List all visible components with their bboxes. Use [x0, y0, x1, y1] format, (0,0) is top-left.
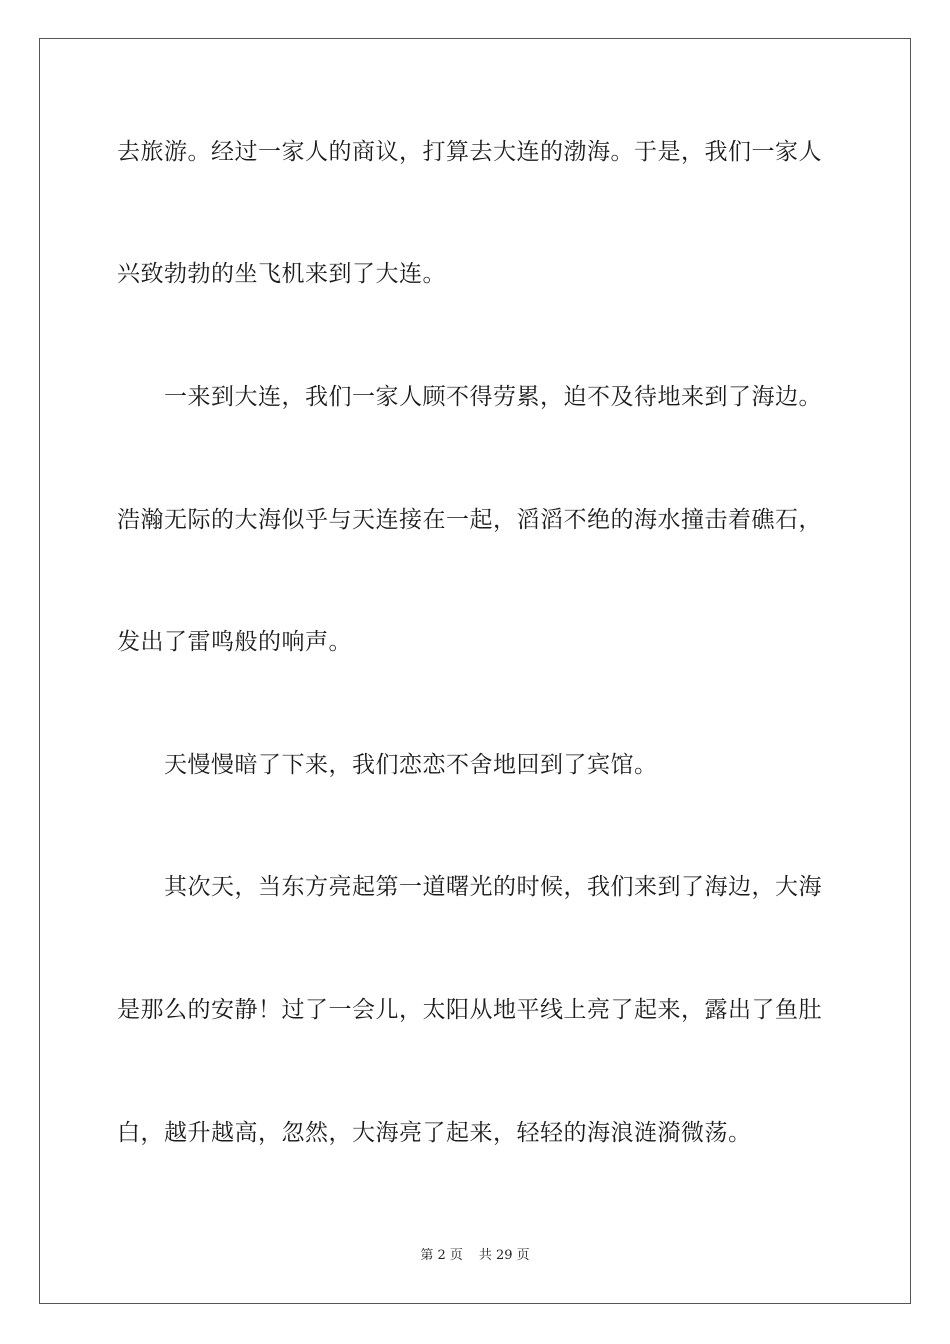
text-line: 是那么的安静！过了一会儿，太阳从地平线上亮了起来，露出了鱼肚 — [117, 997, 822, 1023]
text-line: 白，越升越高，忽然，大海亮了起来，轻轻的海浪涟漪微荡。 — [117, 1120, 752, 1146]
text-line: 发出了雷鸣般的响声。 — [117, 629, 352, 655]
text-line: 天慢慢暗了下来，我们恋恋不舍地回到了宾馆。 — [164, 752, 658, 778]
text-line: 一来到大连，我们一家人顾不得劳累，迫不及待地来到了海边。 — [164, 384, 822, 410]
page-footer — [0, 1247, 950, 1265]
page-total: 共 29 页 — [478, 1248, 530, 1263]
text-line: 去旅游。经过一家人的商议，打算去大连的渤海。于是，我们一家人 — [117, 139, 822, 165]
text-line: 兴致勃勃的坐飞机来到了大连。 — [117, 261, 446, 287]
text-line: 浩瀚无际的大海似乎与天连接在一起，滔滔不绝的海水撞击着礁石， — [117, 507, 822, 533]
page-number: 第 2 页 — [420, 1248, 463, 1263]
text-line: 其次天，当东方亮起第一道曙光的时候，我们来到了海边，大海 — [164, 874, 822, 900]
page-frame — [39, 38, 911, 1304]
